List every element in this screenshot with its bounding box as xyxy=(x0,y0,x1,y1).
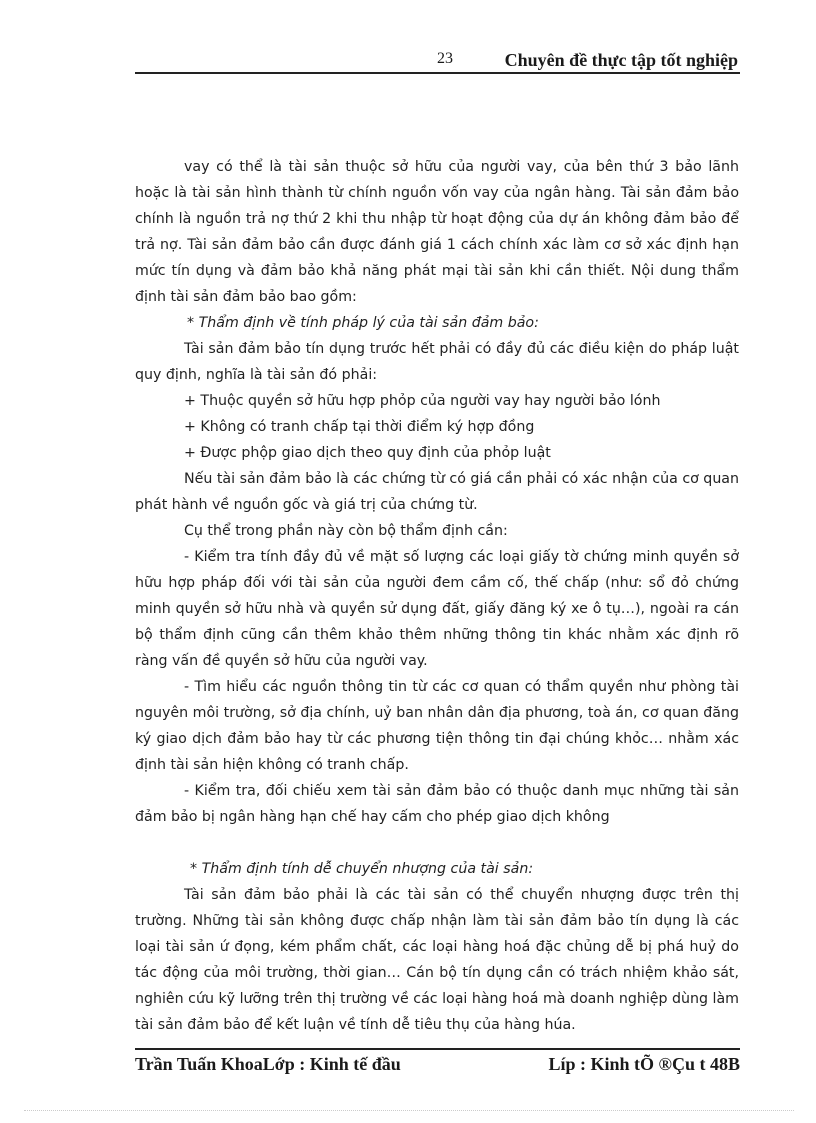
page-footer xyxy=(135,1048,740,1080)
page-edge-divider xyxy=(24,1110,794,1111)
footer-class: Líp : Kinh tÕ ®Çu t 48B xyxy=(548,1054,740,1074)
page-number: 23 xyxy=(437,50,453,67)
header-title: Chuyên đề thực tập tốt nghiệp xyxy=(504,50,738,70)
document-body xyxy=(135,154,739,1038)
list-item-ownership: + Thuộc quyền sở hữu hợp phỏp của người vay hay người bảo lónh xyxy=(184,393,661,409)
paragraph-specific: Cụ thể trong phần này còn bộ thẩm định cần: xyxy=(184,523,508,539)
page-header xyxy=(135,46,740,74)
list-item-no-dispute: + Không có tranh chấp tại thời điểm ký hợp đồng xyxy=(184,419,535,435)
paragraph-intro: vay có thể là tài sản thuộc sở hữu của người vay, của bên thứ 3 bảo lãnh hoặc là tài sản hình thành từ chính nguồn vốn vay của ngân hàng. Tài sản đảm bảo chính là nguồn trả nợ thứ 2 khi thu nhập từ hoạt động của dự án không đảm bảo để trả nợ. Tài sản đảm bảo cần được đánh giá 1 cách chính xác làm cơ sở xác định hạn mức tín dụng và đảm bảo khả năng phát mại tài sản khi cần thiết. Nội dung thẩm định tài sản đảm bảo bao gồm: xyxy=(135,159,739,305)
paragraph-legal-conditions: Tài sản đảm bảo tín dụng trước hết phải có đầy đủ các điều kiện do pháp luật quy định, nghĩa là tài sản đó phải: xyxy=(135,341,739,383)
paragraph-transferability: Tài sản đảm bảo phải là các tài sản có thể chuyển nhượng được trên thị trường. Những tài sản không được chấp nhận làm tài sản đảm bảo tín dụng là các loại tài sản ứ đọng, kém phẩm chất, các loại hàng hoá đặc chủng dễ bị phá huỷ do tác động của môi trường, thời gian… Cán bộ tín dụng cần có trách nhiệm khảo sát, nghiên cứu kỹ lưỡng trên thị trường về các loại hàng hoá mà doanh nghiệp dùng làm tài sản đảm bảo để kết luận về tính dễ tiêu thụ của hàng húa. xyxy=(135,887,739,1033)
paragraph-check-list: - Kiểm tra, đối chiếu xem tài sản đảm bảo có thuộc danh mục những tài sản đảm bảo bị ngân hàng hạn chế hay cấm cho phép giao dịch không xyxy=(135,783,739,825)
section-heading-transferability: * Thẩm định tính dễ chuyển nhượng của tài sản: xyxy=(190,861,534,877)
paragraph-check-documents: - Kiểm tra tính đầy đủ về mặt số lượng các loại giấy tờ chứng minh quyền sở hữu hợp pháp đối với tài sản của người đem cầm cố, thế chấp (như: sổ đỏ chứng minh quyền sở hữu nhà và quyền sử dụng đất, giấy đăng ký xe ô tụ…), ngoài ra cán bộ thẩm định cũng cần thêm khảo thêm những thông tin khác nhằm xác định rõ ràng vấn đề quyền sở hữu của người vay. xyxy=(135,549,739,669)
paragraph-valuable-papers: Nếu tài sản đảm bảo là các chứng từ có giá cần phải có xác nhận của cơ quan phát hành về nguồn gốc và giá trị của chứng từ. xyxy=(135,471,739,513)
paragraph-research-sources: - Tìm hiểu các nguồn thông tin từ các cơ quan có thẩm quyền như phòng tài nguyên môi trường, sở địa chính, uỷ ban nhân dân địa phương, toà án, cơ quan đăng ký giao dịch đảm bảo hay từ các phương tiện thông tin đại chúng khỏc… nhằm xác định tài sản hiện không có tranh chấp. xyxy=(135,679,739,773)
paragraph-spacer xyxy=(135,830,739,856)
list-item-permitted: + Được phộp giao dịch theo quy định của phỏp luật xyxy=(184,445,551,461)
section-heading-legal: * Thẩm định về tính pháp lý của tài sản đảm bảo: xyxy=(187,315,539,331)
footer-author: Trần Tuấn KhoaLớp : Kinh tế đầu xyxy=(135,1054,401,1074)
